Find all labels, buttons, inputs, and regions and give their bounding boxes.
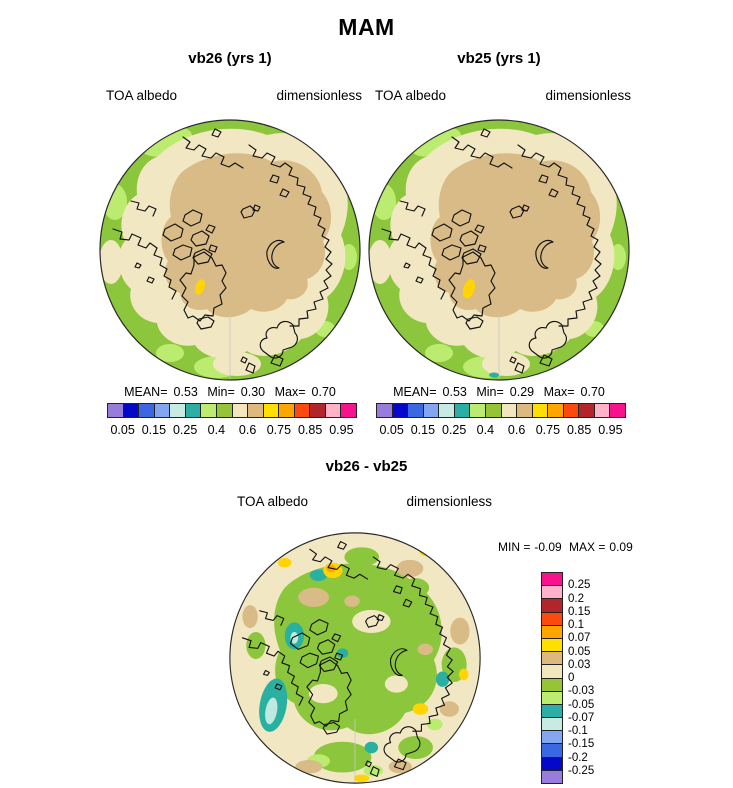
colorbar-cell xyxy=(548,404,564,417)
colorbar-cell xyxy=(542,744,562,757)
colorbar-cell xyxy=(542,665,562,678)
diff-panel-title: vb26 - vb25 xyxy=(325,458,408,475)
colorbar-cell xyxy=(310,404,326,417)
colorbar-level-label: -0.07 xyxy=(568,711,595,724)
colorbar-cell xyxy=(542,573,562,586)
colorbar-tick-label: 0.4 xyxy=(476,423,495,437)
colorbar-cell xyxy=(326,404,342,417)
colorbar-tick-label: 0.85 xyxy=(297,423,323,437)
colorbar-cell xyxy=(408,404,424,417)
colorbar-tick-label: 0.75 xyxy=(266,423,292,437)
colorbar-cell xyxy=(201,404,217,417)
colorbar-cell xyxy=(542,586,562,599)
colorbar-cell xyxy=(424,404,440,417)
panel-vb25-title: vb25 (yrs 1) xyxy=(457,50,541,67)
diff-label-row xyxy=(237,494,492,509)
polar-map-vb25 xyxy=(366,117,632,383)
colorbar-cell xyxy=(248,404,264,417)
max-label: Max= xyxy=(274,385,306,399)
colorbar-cell xyxy=(393,404,409,417)
colorbar-cell xyxy=(439,404,455,417)
colorbar-cell xyxy=(542,613,562,626)
colorbar-cell xyxy=(610,404,625,417)
panel-vb26-stats xyxy=(96,385,364,399)
colorbar-cell xyxy=(124,404,140,417)
colorbar-vb25 xyxy=(376,403,626,418)
colorbar-cell xyxy=(217,404,233,417)
colorbar-cell xyxy=(533,404,549,417)
colorbar-cell xyxy=(564,404,580,417)
colorbar-tick-label: 0.95 xyxy=(598,423,623,437)
diff-max-value: 0.09 xyxy=(609,540,633,554)
mean-label: MEAN= xyxy=(124,385,168,399)
colorbar-tick-label: 0.6 xyxy=(507,423,526,437)
colorbar-cell xyxy=(170,404,186,417)
colorbar-cell xyxy=(579,404,595,417)
colorbar-tick-label: 0.15 xyxy=(141,423,167,437)
colorbar-cell xyxy=(542,705,562,718)
colorbar-tick-label: 0.75 xyxy=(535,423,561,437)
colorbar-cell xyxy=(502,404,518,417)
colorbar-cell xyxy=(139,404,155,417)
colorbar-level-label: 0.03 xyxy=(568,658,591,671)
panel-vb25 xyxy=(365,48,633,444)
min-label: Min= xyxy=(207,385,235,399)
colorbar-tick-label: 0.15 xyxy=(410,423,436,437)
variable-label: TOA albedo xyxy=(106,88,178,103)
colorbar-level-label: -0.05 xyxy=(568,698,595,711)
colorbar-tick-label: 0.85 xyxy=(566,423,592,437)
colorbar-level-label: 0 xyxy=(568,672,575,684)
colorbar-cell xyxy=(542,771,562,783)
polar-map-vb26 xyxy=(97,117,363,383)
colorbar-cell xyxy=(542,639,562,652)
diff-max-label: MAX = xyxy=(569,540,606,554)
max-value: 0.70 xyxy=(311,385,336,399)
colorbar-diff xyxy=(541,572,563,784)
colorbar-cell xyxy=(542,692,562,705)
units-label: dimensionless xyxy=(545,88,631,103)
colorbar-tick-label: 0.25 xyxy=(441,423,467,437)
colorbar-level-label: 0.15 xyxy=(568,605,591,618)
colorbar-cell xyxy=(595,404,611,417)
colorbar-level-label: 0.07 xyxy=(568,632,591,645)
colorbar-tick-label: 0.25 xyxy=(172,423,198,437)
max-value: 0.70 xyxy=(580,385,605,399)
variable-label: TOA albedo xyxy=(237,494,309,509)
max-label: Max= xyxy=(543,385,575,399)
colorbar-tick-label: 0.4 xyxy=(207,423,226,437)
mean-value: 0.53 xyxy=(442,385,467,399)
mean-value: 0.53 xyxy=(173,385,198,399)
colorbar-tick-label: 0.95 xyxy=(329,423,354,437)
min-value: 0.29 xyxy=(509,385,535,399)
colorbar-cell xyxy=(264,404,280,417)
panel-vb26 xyxy=(96,48,364,444)
diff-min-label: MIN = xyxy=(498,540,531,554)
colorbar-cell xyxy=(542,599,562,612)
colorbar-level-label: -0.1 xyxy=(568,725,588,737)
colorbar-cell xyxy=(377,404,393,417)
colorbar-cell xyxy=(470,404,486,417)
colorbar-cell xyxy=(108,404,124,417)
colorbar-vb26-ticks xyxy=(107,423,357,439)
min-value: 0.30 xyxy=(240,385,266,399)
colorbar-vb26 xyxy=(107,403,357,418)
colorbar-cell xyxy=(233,404,249,417)
colorbar-cell xyxy=(542,731,562,744)
colorbar-level-label: -0.15 xyxy=(568,738,595,751)
colorbar-level-label: -0.2 xyxy=(568,751,588,764)
variable-label: TOA albedo xyxy=(375,88,447,103)
colorbar-cell xyxy=(517,404,533,417)
colorbar-level-label: 0.1 xyxy=(568,619,584,631)
colorbar-cell xyxy=(455,404,471,417)
mean-label: MEAN= xyxy=(393,385,437,399)
colorbar-cell xyxy=(155,404,171,417)
polar-map-diff xyxy=(227,530,483,786)
colorbar-tick-label: 0.05 xyxy=(110,423,135,437)
colorbar-cell xyxy=(542,652,562,665)
colorbar-level-label: -0.25 xyxy=(568,764,595,777)
panel-vb26-label-row xyxy=(106,88,362,103)
colorbar-cell xyxy=(542,626,562,639)
colorbar-level-label: 0.25 xyxy=(568,579,591,592)
colorbar-cell xyxy=(542,718,562,731)
colorbar-level-label: 0.05 xyxy=(568,645,591,658)
colorbar-diff-labels xyxy=(568,572,612,784)
colorbar-vb25-ticks xyxy=(376,423,626,439)
colorbar-cell xyxy=(542,758,562,771)
colorbar-cell xyxy=(279,404,295,417)
panel-vb25-label-row xyxy=(375,88,631,103)
units-label: dimensionless xyxy=(406,494,492,509)
colorbar-cell xyxy=(341,404,356,417)
panel-vb25-stats xyxy=(365,385,633,399)
colorbar-cell xyxy=(295,404,311,417)
colorbar-cell xyxy=(186,404,202,417)
colorbar-tick-label: 0.05 xyxy=(379,423,404,437)
colorbar-cell xyxy=(542,679,562,692)
colorbar-level-label: -0.03 xyxy=(568,685,595,698)
panel-vb26-title: vb26 (yrs 1) xyxy=(188,50,272,67)
colorbar-tick-label: 0.6 xyxy=(238,423,257,437)
colorbar-level-label: 0.2 xyxy=(568,592,584,605)
diff-minmax xyxy=(498,540,637,554)
colorbar-cell xyxy=(486,404,502,417)
units-label: dimensionless xyxy=(276,88,362,103)
min-label: Min= xyxy=(476,385,504,399)
diff-min-value: -0.09 xyxy=(534,540,562,554)
page-title: MAM xyxy=(338,14,395,40)
